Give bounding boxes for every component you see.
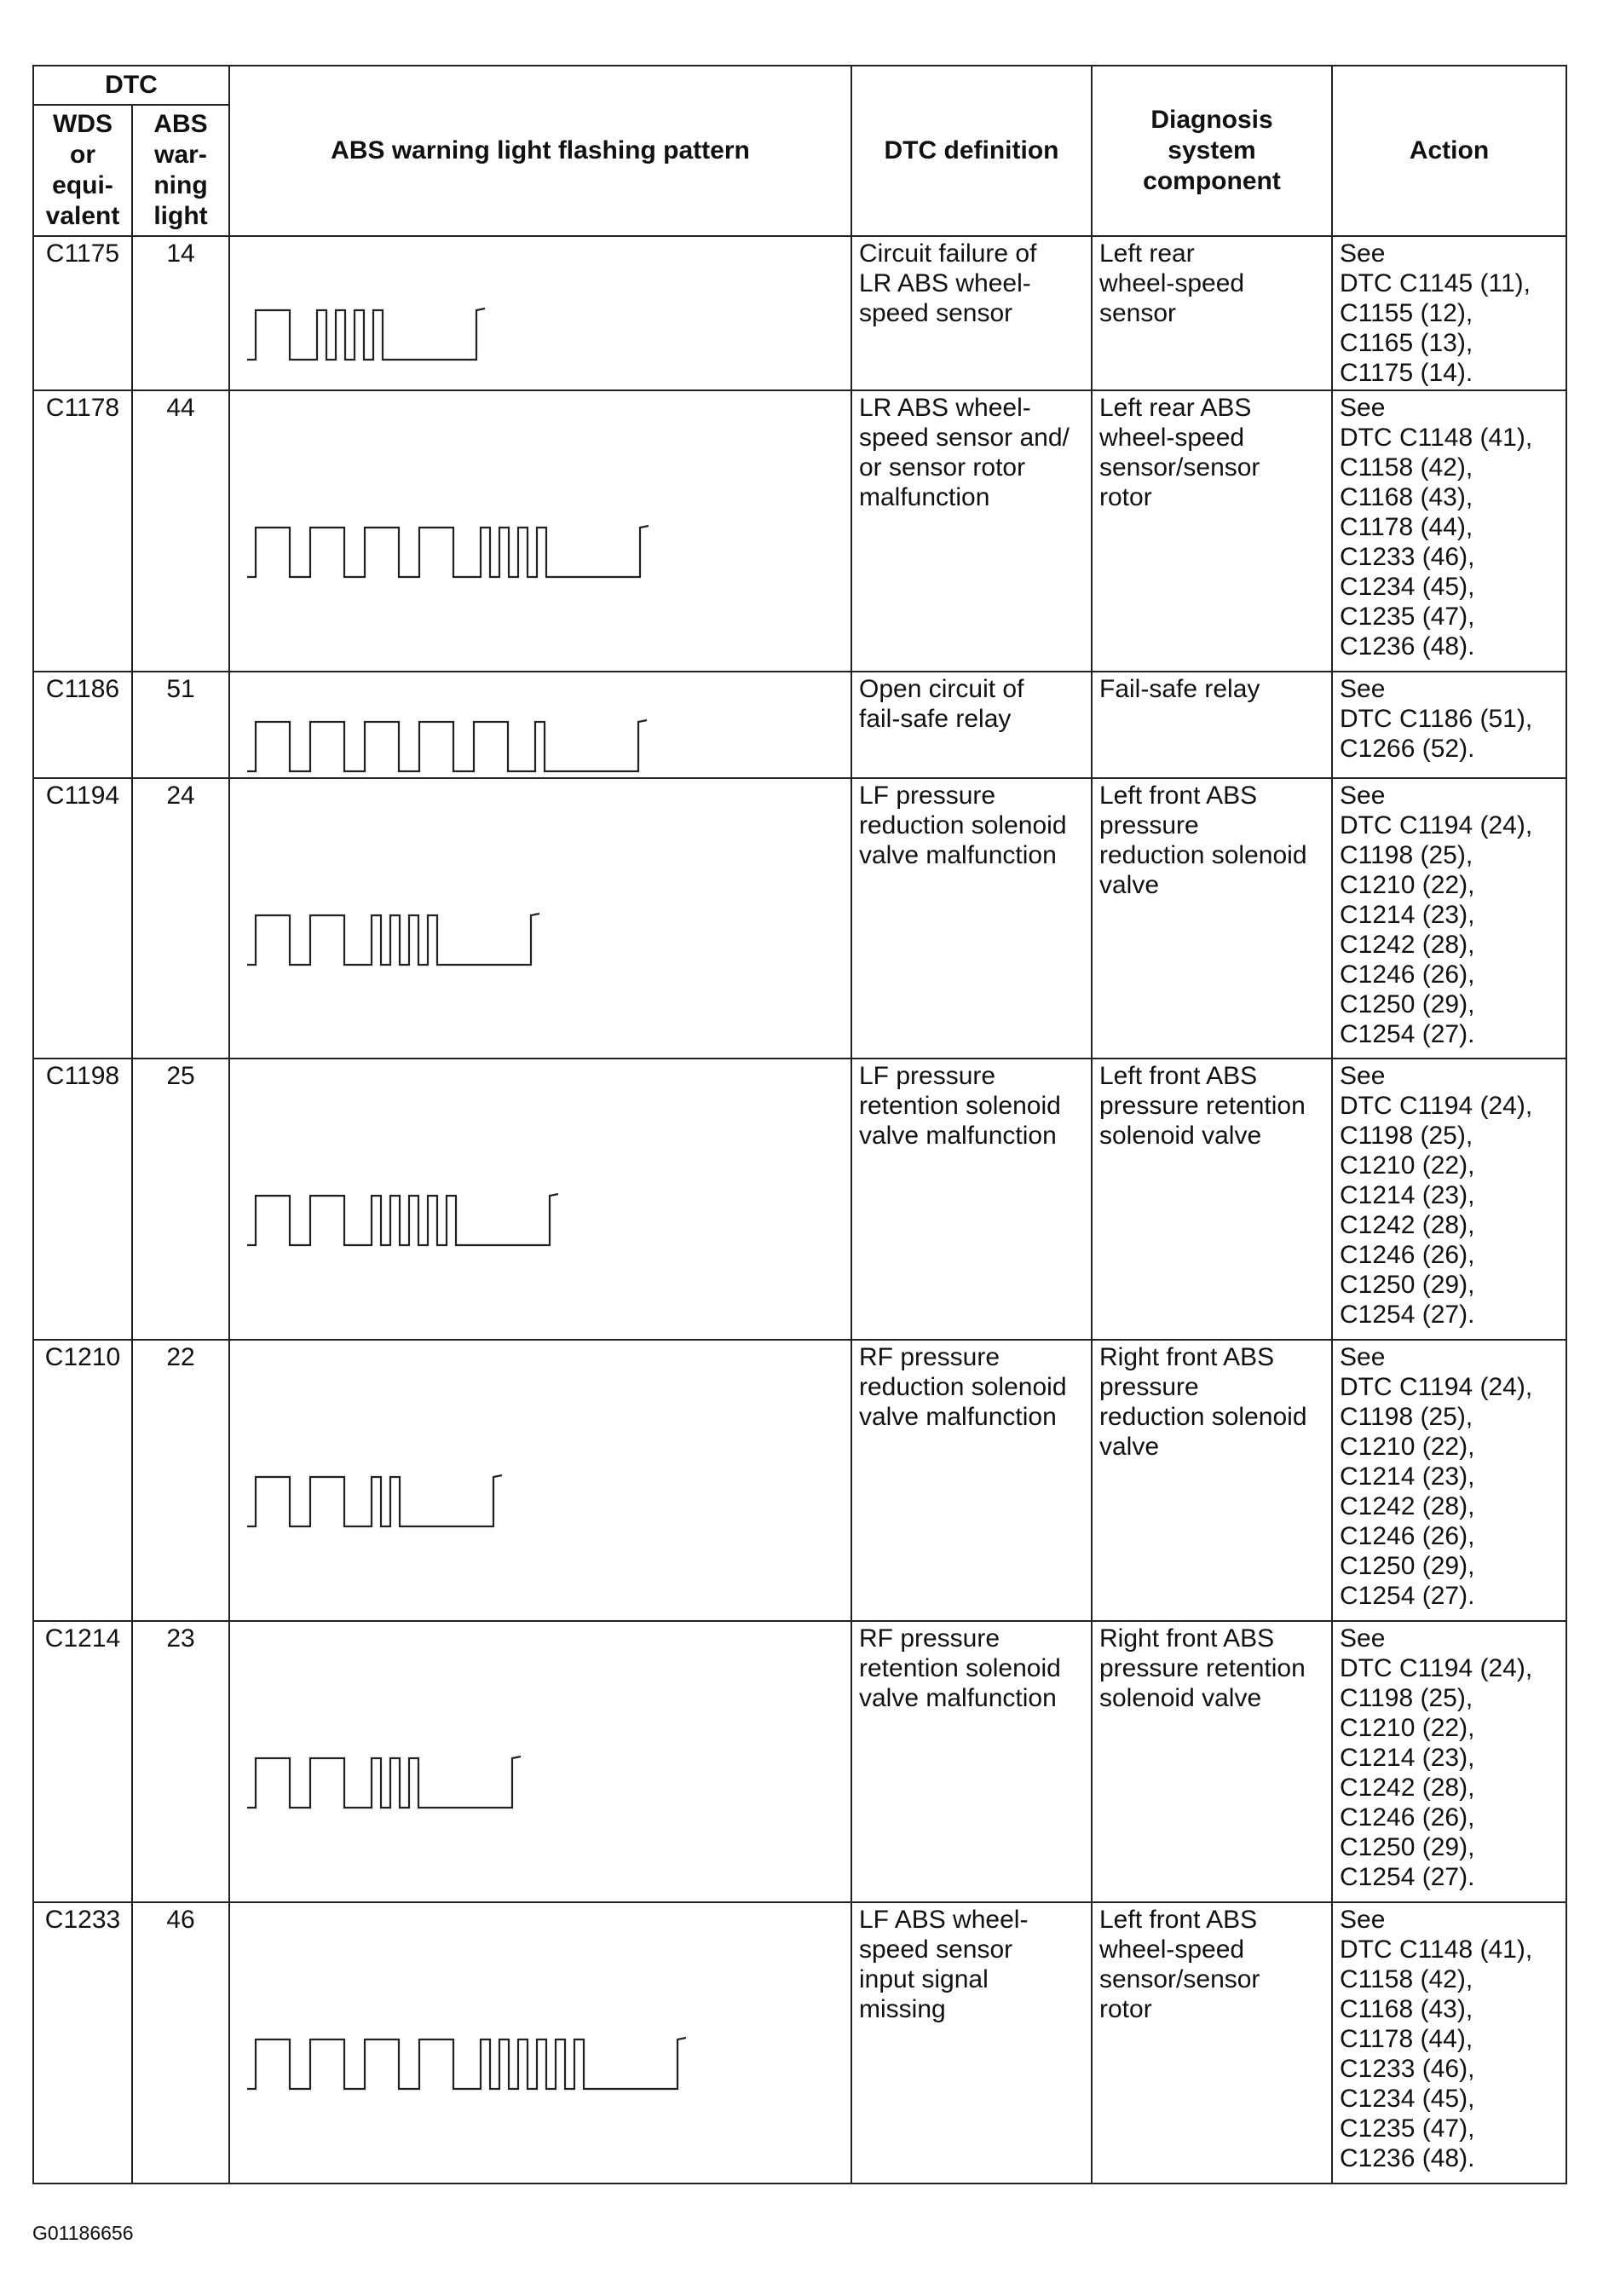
definition-line: malfunction [859,483,990,511]
action-cell [1332,390,1566,672]
action-line: See [1340,394,1386,422]
header-line: system [1168,136,1256,164]
definition-line: speed sensor [859,299,1013,327]
action-line: C1246 (26), [1340,1241,1475,1269]
table-row [33,236,1566,390]
abs-code-cell: 46 [132,1902,229,2184]
component-line: pressure retention [1099,1654,1306,1682]
definition-line: speed sensor and/ [859,424,1070,452]
action-line: C1233 (46), [1340,543,1475,571]
action-line: C1234 (45), [1340,573,1475,601]
action-cell [1332,672,1566,778]
action-line: C1210 (22), [1340,1433,1475,1461]
action-line: C1242 (28), [1340,931,1475,959]
component-line: valve [1099,1433,1160,1461]
action-line: See [1340,1343,1386,1371]
definition-cell [851,1902,1092,2184]
action-cell [1332,1340,1566,1621]
definition-line: Circuit failure of [859,239,1037,268]
component-line: pressure [1099,811,1199,839]
flash-pattern-cell [229,672,851,778]
component-cell [1092,1621,1332,1902]
component-line: pressure retention [1099,1092,1306,1120]
component-cell [1092,672,1332,778]
flash-pattern-cell [229,1059,851,1340]
action-line: C1155 (12), [1340,299,1473,327]
header-line: ning [153,171,208,199]
action-line: C1178 (44), [1340,2025,1473,2053]
action-line: C1246 (26), [1340,961,1475,989]
flash-pattern-cell [229,236,851,390]
action-line: DTC C1194 (24), [1340,1373,1533,1401]
table-row [33,390,1566,672]
action-line: See [1340,782,1386,810]
action-line: C1266 (52). [1340,735,1475,763]
figure-code: G01186656 [32,2222,134,2244]
action-line: C1214 (23), [1340,901,1475,929]
action-line: DTC C1145 (11), [1340,269,1531,297]
action-line: DTC C1186 (51), [1340,705,1533,733]
definition-line: Open circuit of [859,675,1024,703]
flash-pulse-line [247,526,649,577]
table-row [33,1059,1566,1340]
definition-line: LF pressure [859,782,996,810]
action-line: C1250 (29), [1340,1271,1475,1299]
header-pattern: ABS warning light flashing pattern [229,66,851,236]
definition-cell [851,672,1092,778]
component-line: wheel-speed [1099,269,1245,297]
table-row [33,1902,1566,2184]
component-line: sensor [1099,299,1177,327]
action-cell [1332,778,1566,1059]
definition-line: LR ABS wheel- [859,394,1031,422]
flash-pattern-cell [229,778,851,1059]
action-line: C1236 (48). [1340,632,1475,661]
action-line: C1168 (43), [1340,1995,1473,2023]
definition-cell [851,390,1092,672]
abs-code-cell: 25 [132,1059,229,1340]
wds-code-cell: C1233 [33,1902,132,2184]
component-line: pressure [1099,1373,1199,1401]
action-line: C1235 (47), [1340,2114,1475,2143]
flash-pulse-line [247,309,485,360]
action-line: C1242 (28), [1340,1492,1475,1520]
action-line: DTC C1194 (24), [1340,1654,1533,1682]
abs-code-cell: 23 [132,1621,229,1902]
definition-line: or sensor rotor [859,453,1026,482]
action-line: C1175 (14). [1340,359,1473,387]
action-line: C1198 (25), [1340,1403,1473,1431]
action-line: DTC C1194 (24), [1340,1092,1533,1120]
definition-cell [851,1621,1092,1902]
flash-pattern-cell [229,1902,851,2184]
header-line: war- [154,141,207,169]
header-line: component [1143,167,1281,195]
header-line: WDS [53,110,112,138]
action-line: C1250 (29), [1340,990,1475,1018]
component-line: Right front ABS [1099,1343,1275,1371]
definition-line: missing [859,1995,946,2023]
wds-code-cell: C1178 [33,390,132,672]
component-cell [1092,778,1332,1059]
definition-cell [851,1340,1092,1621]
component-line: Left front ABS [1099,782,1258,810]
action-cell [1332,1621,1566,1902]
action-line: C1254 (27). [1340,1582,1475,1610]
action-line: C1235 (47), [1340,603,1475,631]
component-line: Left front ABS [1099,1906,1258,1934]
action-line: DTC C1148 (41), [1340,424,1533,452]
wds-code-cell: C1194 [33,778,132,1059]
table-row [33,672,1566,778]
action-cell [1332,1059,1566,1340]
definition-line: RF pressure [859,1624,1000,1653]
table-row [33,778,1566,1059]
action-line: C1233 (46), [1340,2055,1475,2083]
component-line: solenoid valve [1099,1122,1262,1150]
wds-code-cell: C1198 [33,1059,132,1340]
header-dtc-group: DTC [33,66,229,105]
action-line: C1214 (23), [1340,1744,1475,1772]
definition-line: input signal [859,1965,989,1993]
definition-line: valve malfunction [859,1684,1057,1712]
definition-line: reduction solenoid [859,811,1067,839]
flash-pattern-waveform [230,1622,851,1901]
definition-line: LR ABS wheel- [859,269,1031,297]
definition-line: speed sensor [859,1935,1013,1964]
flash-pulse-line [247,1194,558,1245]
action-line: DTC C1194 (24), [1340,811,1533,839]
action-cell [1332,1902,1566,2184]
action-line: C1246 (26), [1340,1522,1475,1550]
component-cell [1092,1340,1332,1621]
table-row [33,1340,1566,1621]
table-row [33,1621,1566,1902]
component-line: reduction solenoid [1099,1403,1307,1431]
definition-line: retention solenoid [859,1654,1061,1682]
flash-pulse-line [247,914,539,965]
action-line: C1214 (23), [1340,1181,1475,1209]
flash-pattern-waveform [230,1059,851,1339]
header-line: valent [45,202,120,230]
header-line: ABS [153,110,208,138]
wds-code-cell: C1186 [33,672,132,778]
action-line: C1198 (25), [1340,841,1473,869]
action-line: C1254 (27). [1340,1301,1475,1329]
definition-line: fail-safe relay [859,705,1012,733]
action-line: C1210 (22), [1340,871,1475,899]
component-line: wheel-speed [1099,1935,1245,1964]
action-line: C1254 (27). [1340,1020,1475,1048]
flash-pattern-waveform [230,391,851,671]
abs-code-cell: 44 [132,390,229,672]
component-line: Fail-safe relay [1099,675,1260,703]
action-line: See [1340,1624,1386,1653]
component-line: valve [1099,871,1160,899]
definition-line: LF pressure [859,1062,996,1090]
header-definition: DTC definition [851,66,1092,236]
action-line: C1250 (29), [1340,1833,1475,1861]
definition-line: retention solenoid [859,1092,1061,1120]
action-line: See [1340,1062,1386,1090]
component-line: solenoid valve [1099,1684,1262,1712]
component-line: rotor [1099,1995,1152,2023]
action-line: C1242 (28), [1340,1774,1475,1802]
action-line: C1234 (45), [1340,2085,1475,2113]
definition-line: valve malfunction [859,1403,1057,1431]
action-line: C1210 (22), [1340,1714,1475,1742]
action-line: C1158 (42), [1340,453,1473,482]
header-line: or [70,141,95,169]
dtc-table [32,65,1567,2184]
flash-pattern-waveform [230,1903,851,2183]
flash-pulse-line [247,2038,686,2089]
definition-cell [851,778,1092,1059]
header-line: equi- [52,171,113,199]
action-line: C1246 (26), [1340,1803,1475,1832]
header-action: Action [1332,66,1566,236]
component-line: Left rear [1099,239,1195,268]
flash-pulse-line [247,1475,502,1526]
action-line: C1198 (25), [1340,1684,1473,1712]
flash-pattern-waveform [230,779,851,1058]
flash-pulse-line [247,720,647,771]
definition-line: valve malfunction [859,1122,1057,1150]
header-line: Diagnosis [1150,106,1273,134]
component-line: wheel-speed [1099,424,1245,452]
action-line: See [1340,675,1386,703]
flash-pattern-cell [229,1340,851,1621]
action-line: C1242 (28), [1340,1211,1475,1239]
abs-code-cell: 51 [132,672,229,778]
wds-code-cell: C1210 [33,1340,132,1621]
component-line: Left front ABS [1099,1062,1258,1090]
flash-pattern-cell [229,1621,851,1902]
action-line: C1250 (29), [1340,1552,1475,1580]
action-line: See [1340,1906,1386,1934]
definition-line: valve malfunction [859,841,1057,869]
component-line: Left rear ABS [1099,394,1252,422]
component-cell [1092,236,1332,390]
flash-pattern-waveform [230,237,851,389]
action-line: See [1340,239,1386,268]
wds-code-cell: C1175 [33,236,132,390]
abs-code-cell: 14 [132,236,229,390]
component-line: reduction solenoid [1099,841,1307,869]
action-line: C1165 (13), [1340,329,1473,357]
component-line: Right front ABS [1099,1624,1275,1653]
flash-pattern-waveform [230,1341,851,1620]
action-line: C1158 (42), [1340,1965,1473,1993]
component-line: sensor/sensor [1099,1965,1260,1993]
definition-cell [851,1059,1092,1340]
action-line: C1254 (27). [1340,1863,1475,1891]
header-line: light [153,202,208,230]
action-line: C1236 (48). [1340,2144,1475,2172]
action-line: C1214 (23), [1340,1462,1475,1491]
header-wds [33,105,132,236]
action-line: DTC C1148 (41), [1340,1935,1533,1964]
component-cell [1092,1059,1332,1340]
action-line: C1168 (43), [1340,483,1473,511]
flash-pattern-waveform [230,672,851,777]
definition-line: LF ABS wheel- [859,1906,1029,1934]
wds-code-cell: C1214 [33,1621,132,1902]
component-line: sensor/sensor [1099,453,1260,482]
action-line: C1210 (22), [1340,1151,1475,1180]
action-line: C1198 (25), [1340,1122,1473,1150]
definition-cell [851,236,1092,390]
definition-line: RF pressure [859,1343,1000,1371]
flash-pulse-line [247,1757,521,1808]
abs-code-cell: 22 [132,1340,229,1621]
component-line: rotor [1099,483,1152,511]
action-line: C1178 (44), [1340,513,1473,541]
component-cell [1092,1902,1332,2184]
action-cell [1332,236,1566,390]
header-component [1092,66,1332,236]
header-abs-light [132,105,229,236]
definition-line: reduction solenoid [859,1373,1067,1401]
component-cell [1092,390,1332,672]
flash-pattern-cell [229,390,851,672]
abs-code-cell: 24 [132,778,229,1059]
